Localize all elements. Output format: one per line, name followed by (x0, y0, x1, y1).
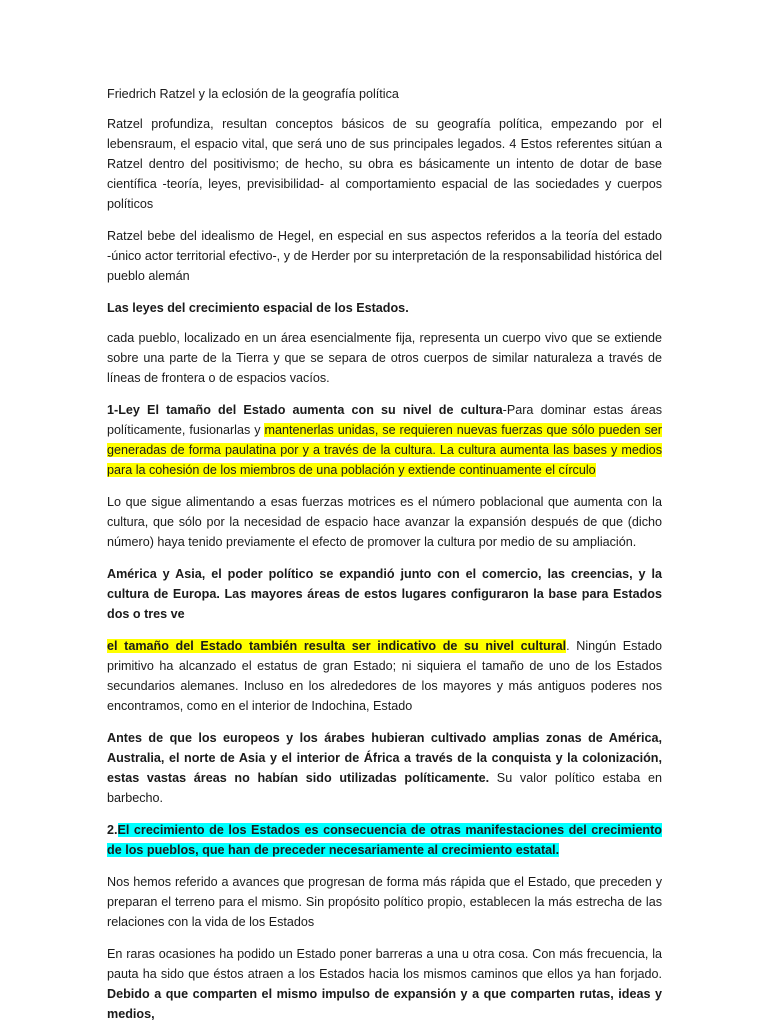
paragraph-law-1 (107, 400, 662, 480)
paragraph-advances: Nos hemos referido a avances que progresan de forma más rápida que el Estado, que preceden y preparan el terreno para el mismo. Sin propósito político propio, establecen la más estrecha de las relaciones con la vida de los Estados (107, 875, 662, 929)
colonization-rest: Su valor político estaba en barbecho. (107, 771, 662, 805)
document-title: Friedrich Ratzel y la eclosión de la geografía política (107, 87, 399, 101)
paragraph-law-2 (107, 820, 662, 860)
america-asia-bold: América y Asia, el poder político se expandió junto con el comercio, las creencias, y la cultura de Europa. (107, 567, 662, 601)
paragraph-living-body: cada pueblo, localizado en un área esencialmente fija, representa un cuerpo vivo que se extiende sobre una parte de la Tierra y que se separa de otros cuerpos de similar naturaleza a través de líneas de frontera o de espacios vacíos. (107, 331, 662, 385)
state-size-highlight: el tamaño del Estado también resulta ser indicativo de su nivel cultural (107, 639, 567, 653)
paragraph-state-size (107, 636, 662, 716)
section-heading-laws: Las leyes del crecimiento espacial de los Estados. (107, 301, 409, 315)
paragraph-colonization (107, 728, 662, 808)
law-2-highlight: El crecimiento de los Estados es consecuencia de otras manifestaciones del crecimiento de los pueblos, que han de preceder necesariamente al crecimiento estatal. (107, 823, 662, 857)
barriers-bold: Debido a que comparten el mismo impulso de expansión y a que comparten rutas, ideas y medios, (107, 987, 662, 1021)
document-page (107, 84, 662, 1036)
state-size-rest: . Ningún Estado primitivo ha alcanzado el estatus de gran Estado; ni siquiera el tamaño de uno de los Estados secundarios alemanes. Incluso en los alrededores de los mayores y más antiguos poderes nos encontramos, como en el interior de Indochina, Estado (107, 639, 662, 713)
paragraph-population: Lo que sigue alimentando a esas fuerzas motrices es el número poblacional que aumenta con la cultura, que sólo por la necesidad de espacio hace avanzar la expansión después de que (dicho número) haya tenido previamente el efecto de promover la cultura por medio de su ampliación. (107, 495, 662, 549)
paragraph-lebensraum: Ratzel profundiza, resultan conceptos básicos de su geografía política, empezando por el lebensraum, el espacio vital, que será uno de sus principales legados. 4 Estos referentes sitúan a Ratzel dentro del positivismo; de hecho, su obra es básicamente un intento de dotar de base científica -teoría, leyes, previsibilidad- al comportamiento espacial de las sociedades y cuerpos políticos (107, 117, 662, 211)
barriers-text: En raras ocasiones ha podido un Estado poner barreras a una u otra cosa. Con más frecuencia, la pauta ha sido que éstos atraen a los Estados hacia los mismos caminos que ellos ya han forjado. (107, 947, 662, 981)
law-1-highlight: mantenerlas unidas, se requieren nuevas fuerzas que sólo pueden ser generadas de forma paulatina por y a través de la cultura. La cultura aumenta las bases y medios para la cohesión de los miembros de una población y extiende continuamente el círculo (107, 423, 662, 477)
law-2-number: 2. (107, 823, 118, 837)
law-1-title: 1-Ley El tamaño del Estado aumenta con su nivel de cultura (107, 403, 503, 417)
paragraph-barriers (107, 944, 662, 1024)
law-1-text: -Para dominar estas áreas políticamente, fusionarlas y (107, 403, 662, 437)
colonization-bold: Antes de que los europeos y los árabes hubieran cultivado amplias zonas de América, Australia, el norte de Asia y el interior de África a través de la conquista y la colonización, estas vastas áreas no habían sido utilizadas políticamente. (107, 731, 662, 785)
paragraph-america-asia (107, 564, 662, 624)
paragraph-hegel-herder: Ratzel bebe del idealismo de Hegel, en especial en sus aspectos referidos a la teoría del estado -único actor territorial efectivo-, y de Herder por su interpretación de la responsabilidad histórica del pueblo alemán (107, 229, 662, 283)
america-asia-rest: Las mayores áreas de estos lugares configuraron la base para Estados dos o tres ve (107, 587, 662, 621)
